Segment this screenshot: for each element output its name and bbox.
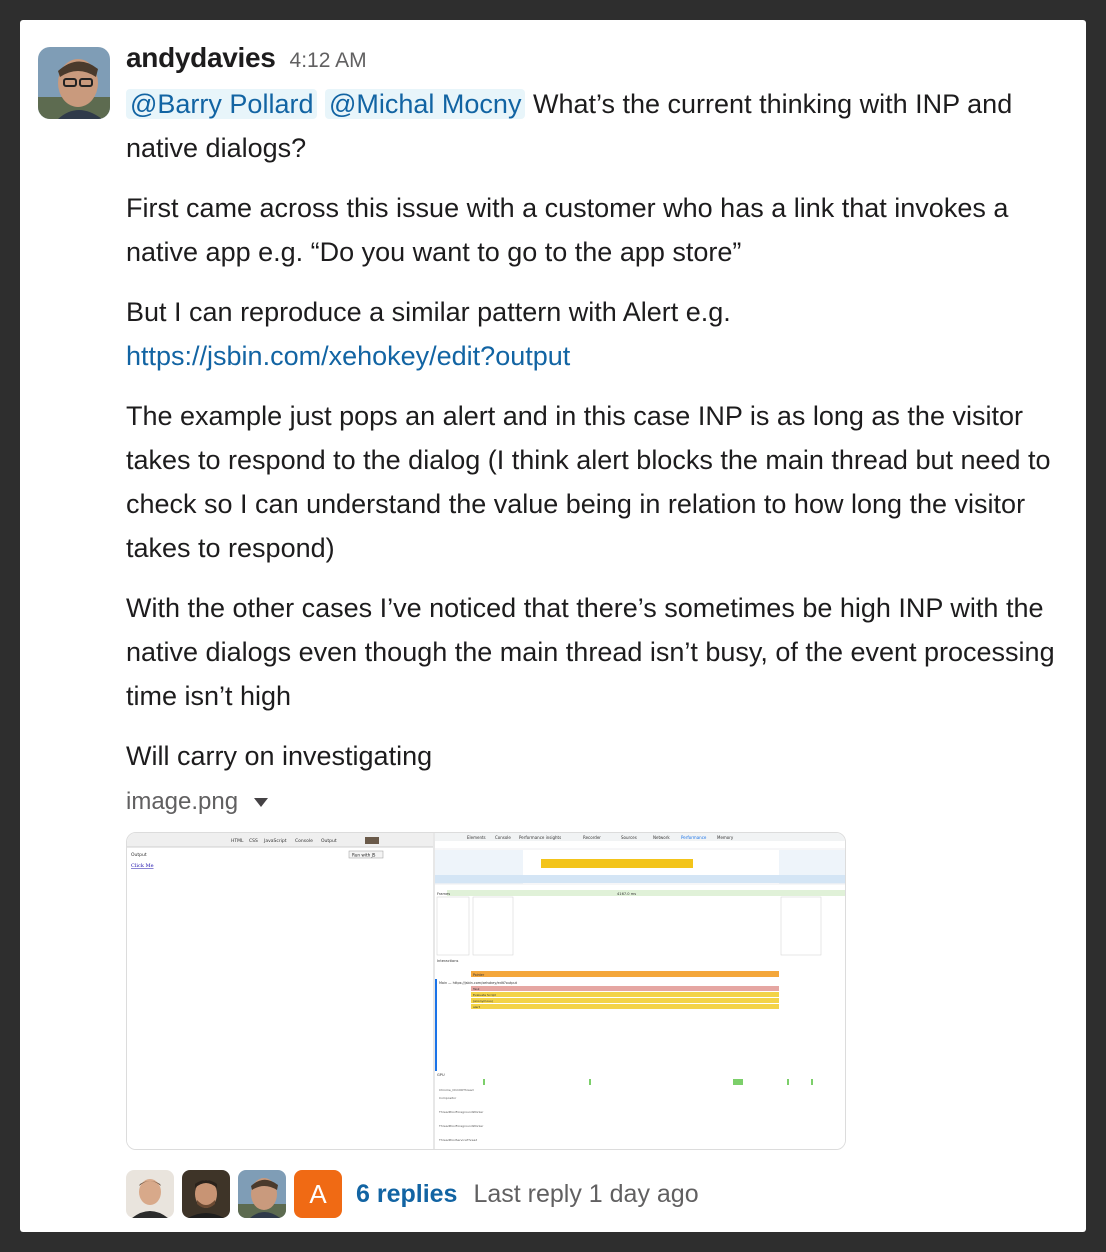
frame-duration: 4167.0 ms [617, 892, 637, 896]
last-reply-time: Last reply 1 day ago [473, 1179, 699, 1208]
jsbin-tab-console[interactable]: Console [295, 839, 313, 844]
message-text: What’s the current thinking with INP and native dialogs? [126, 89, 1013, 163]
username[interactable]: andydavies [126, 42, 276, 73]
jsbin-tab-js[interactable]: JavaScript [264, 839, 287, 844]
timestamp[interactable]: 4:12 AM [289, 49, 367, 72]
devtools-tab-console[interactable]: Console [495, 835, 511, 840]
jsbin-tab-output[interactable]: Output [321, 839, 337, 844]
click-me-link[interactable]: Click Me [131, 863, 154, 869]
track-frames[interactable]: Frames [437, 892, 451, 896]
reply-avatar-photo-1 [126, 1170, 174, 1218]
devtools-tab-elements[interactable]: Elements [467, 835, 486, 840]
jsbin-tab-css[interactable]: CSS [249, 839, 258, 844]
track-compositor[interactable]: Compositor [439, 1096, 457, 1100]
track-threadpool-2[interactable]: ThreadPoolForegroundWorker [439, 1124, 484, 1128]
attachment-filename[interactable]: image.png [126, 788, 239, 815]
reply-avatar-1[interactable] [126, 1170, 174, 1218]
message-content [126, 42, 1071, 1218]
track-gpu[interactable]: GPU [437, 1073, 445, 1077]
devtools-tab-perf-insights[interactable]: Performance insights [519, 835, 562, 840]
track-child-io[interactable]: Chrome_ChildIOThread [439, 1088, 474, 1092]
message-paragraph-5: With the other cases I’ve noticed that there’s sometimes be high INP with the native dialogs even though the main thread isn’t busy, of the event processing time isn’t high [126, 593, 1055, 711]
user-avatar[interactable] [38, 47, 110, 119]
message-paragraph-3 [126, 290, 1071, 378]
reply-avatar-4[interactable]: A [294, 1170, 342, 1218]
message-text: But I can reproduce a similar pattern with Alert e.g. [126, 297, 731, 327]
mention-barry-pollard[interactable]: @Barry Pollard [126, 89, 317, 119]
devtools-tab-memory[interactable]: Memory [717, 835, 734, 840]
run-with-js-label: Run with JS [352, 852, 376, 858]
reply-avatar-3[interactable] [238, 1170, 286, 1218]
user-avatar-photo [38, 47, 110, 119]
message-paragraph-2: First came across this issue with a customer who has a link that invokes a native app e.g. “Do you want to go to the app store” [126, 193, 1009, 267]
account-avatar-icon[interactable] [365, 837, 379, 844]
caret-down-icon[interactable] [254, 798, 268, 807]
message-card [20, 20, 1086, 1232]
reply-avatar-2[interactable] [182, 1170, 230, 1218]
devtools-tab-recorder[interactable]: Recorder [583, 835, 601, 840]
devtools-tab-performance[interactable]: Performance [681, 835, 707, 840]
attachment-image[interactable] [126, 832, 846, 1150]
devtools-tab-sources[interactable]: Sources [621, 835, 637, 840]
track-threadpool-service[interactable]: ThreadPoolServiceThread [439, 1138, 478, 1142]
flame-anonymous[interactable]: (anonymous) [473, 999, 493, 1003]
mention-michal-mocny[interactable]: @Michal Mocny [325, 89, 525, 119]
thread-replies[interactable] [126, 1170, 1071, 1218]
attachment-header[interactable] [126, 782, 1071, 822]
flame-alert[interactable]: alert [473, 1005, 480, 1009]
devtools-screenshot [127, 833, 845, 1149]
flame-task[interactable]: Task [473, 987, 480, 991]
interaction-pointer[interactable]: Pointer [473, 973, 485, 977]
output-label: Output [131, 853, 147, 858]
message-paragraph-4: The example just pops an alert and in this case INP is as long as the visitor takes to respond to the dialog (I think alert blocks the main thread but need to check so I can understand the value being in relation to how long the visitor takes to respond) [126, 401, 1051, 563]
message-paragraph-6: Will carry on investigating [126, 741, 433, 771]
devtools-tab-network[interactable]: Network [653, 835, 670, 840]
message-paragraph-1 [126, 82, 1071, 170]
track-threadpool-1[interactable]: ThreadPoolForegroundWorker [439, 1110, 484, 1114]
message-header [126, 42, 1071, 84]
reply-count[interactable]: 6 replies [356, 1179, 458, 1208]
flame-evaluate-script[interactable]: Evaluate Script [473, 993, 496, 997]
track-main[interactable]: Main — https://jsbin.com/xehokey/edit?output [439, 981, 517, 985]
reply-avatar-photo-3 [238, 1170, 286, 1218]
reply-avatar-photo-2 [182, 1170, 230, 1218]
jsbin-link[interactable]: https://jsbin.com/xehokey/edit?output [126, 341, 571, 371]
jsbin-tab-html[interactable]: HTML [231, 839, 244, 844]
track-interactions[interactable]: Interactions [437, 959, 459, 963]
